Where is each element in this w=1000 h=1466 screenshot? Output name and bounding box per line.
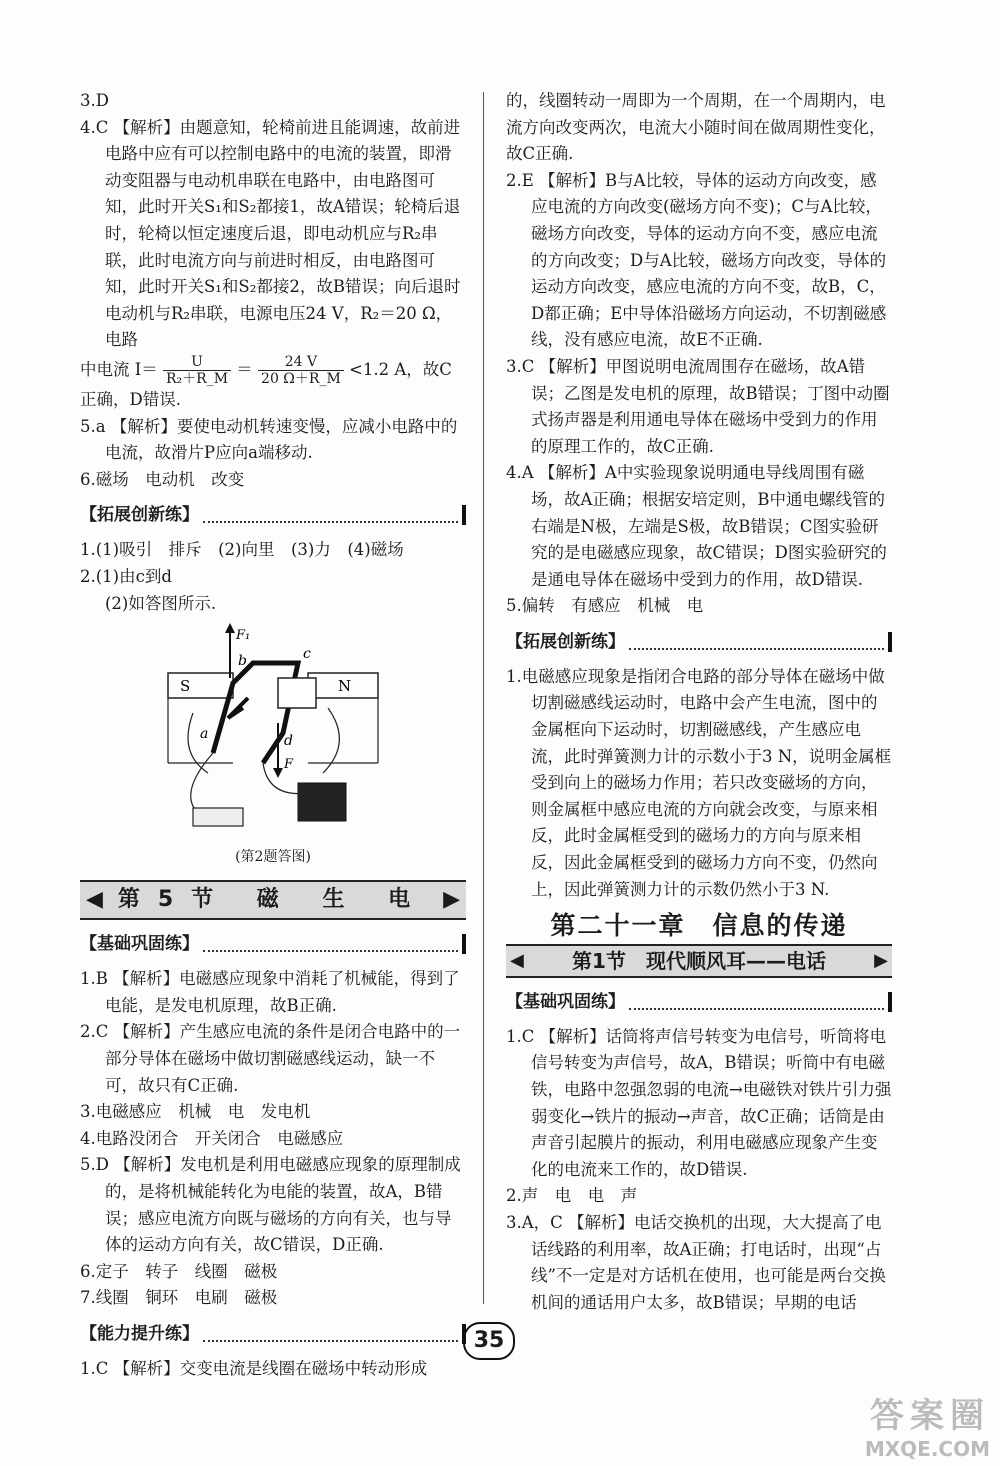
answer-item: (2)如答图所示.	[105, 593, 217, 613]
formula-prefix: 中电流 I＝	[80, 359, 158, 379]
answer-item: 5.a 【解析】要使电动机转速变慢，应减小电路中的电流，故滑片P应向a端移动.	[80, 416, 458, 463]
fraction-denominator: 20 Ω＋R_M	[261, 370, 341, 387]
chapter-title: 第二十一章 信息的传递	[550, 911, 848, 941]
column-divider	[483, 92, 484, 1304]
answer-item: 3.D	[80, 91, 109, 110]
watermark-url: MXQE.COM	[864, 1437, 990, 1461]
label-n: N	[338, 677, 352, 696]
answer-item: 1.(1)吸引 排斥 (2)向里 (3)力 (4)磁场	[80, 540, 404, 560]
answer-item: 5.偏转 有感应 机械 电	[506, 596, 704, 616]
section-header-basic	[80, 930, 466, 958]
section-header-extension	[80, 501, 466, 529]
answer-item: 4.A 【解析】A中实验现象说明通电导线周围有磁场，故A正确；根据安培定则，B中通电螺线管的右端是N极，左端是S极，故B错误；C图实验研究的是电磁感应现象，故C错误；D图实验研究的是通电导体在磁场中受到力的作用，故D错误.	[506, 463, 887, 589]
fraction-1	[163, 354, 231, 387]
fraction-denominator: R₂＋R_M	[166, 370, 229, 387]
left-triangle-icon: ◀	[510, 949, 524, 971]
section-header-label: 【基础巩固练】	[80, 933, 199, 954]
dotted-leader	[629, 634, 884, 650]
answer-item: 的，线圈转动一周即为一个周期，在一个周期内，电流方向改变两次，电流大小随时间在做周期性变化，故C正确.	[506, 91, 886, 164]
answer-item: 3.电磁感应 机械 电 发电机	[80, 1102, 311, 1122]
section-header-label: 【拓展创新练】	[80, 505, 199, 526]
fraction-numerator: U	[163, 354, 231, 371]
label-b: b	[238, 653, 247, 670]
right-triangle-icon: ▶	[874, 949, 888, 971]
right-triangle-icon: ▶	[443, 886, 460, 912]
answer-formula-line	[80, 354, 466, 414]
answer-item: 1.B 【解析】电磁感应现象中消耗了机械能，得到了电能，是发电机原理，故B正确.	[80, 969, 460, 1015]
answer-item: 1.C 【解析】交变电流是线圈在磁场中转动形成	[80, 1359, 428, 1378]
battery	[298, 783, 346, 821]
dotted-leader	[203, 507, 458, 523]
answer-item: 4.电路没闭合 开关闭合 电磁感应	[80, 1128, 344, 1148]
commutator	[278, 678, 316, 708]
dotted-leader	[203, 1326, 458, 1342]
answer-item: 3.A，C 【解析】电话交换机的出现，大大提高了电话线路的利用率，故A正确；打电话时，出现“占线”不一定是对方话机在使用，也可能是两台交换机间的通话用户太多，故B错误；早期的电话	[506, 1212, 886, 1312]
figure-caption: (第2题答图)	[235, 848, 311, 865]
answer-item: 2.C 【解析】产生感应电流的条件是闭合电路中的一部分导体在磁场中做切割磁感线运动，缺一不可，故只有C正确.	[80, 1022, 461, 1095]
answer-item: 2.声 电 电 声	[506, 1186, 638, 1206]
right-column	[506, 88, 892, 1316]
answer-item: 1.C 【解析】话筒将声信号转变为电信号，听筒将电信号转变为声信号，故A，B错误；听筒中有电磁铁，电路中忽强忽弱的电流→电磁铁对铁片引力强弱变化→铁片的振动→声音，故C正确；话筒是由声音引起膜片的振动，利用电磁感应现象产生变化的电流来工作的，故D错误.	[506, 1026, 892, 1179]
header-end-bar	[888, 992, 892, 1012]
switch	[193, 808, 243, 826]
formula-suffix: <1.2 A，故C正确，D错误.	[80, 359, 452, 409]
section-banner	[506, 944, 892, 978]
label-f2: F	[284, 757, 294, 773]
section-header-label: 【基础巩固练】	[506, 991, 625, 1012]
header-end-bar	[462, 505, 466, 525]
left-column	[80, 88, 466, 1383]
left-triangle-icon: ◀	[86, 886, 103, 912]
label-a: a	[200, 726, 209, 743]
header-end-bar	[888, 632, 892, 652]
answer-item: 3.C 【解析】甲图说明电流周围存在磁场，故A错误；乙图是发电机的原理，故B错误；丁图中动圈式扬声器是利用通电导体在磁场中受到力的作用的原理工作的，故C正确.	[506, 356, 890, 456]
section-header-basic	[506, 988, 892, 1016]
section-header-label: 【拓展创新练】	[506, 631, 625, 652]
fraction-numerator: 24 V	[258, 354, 344, 371]
section-banner	[80, 880, 466, 920]
label-f1: F₁	[236, 628, 251, 644]
dotted-leader	[203, 936, 458, 952]
label-s: S	[180, 677, 191, 696]
watermark-logo	[790, 1388, 990, 1461]
answer-item: 2.(1)由c到d	[80, 566, 172, 586]
page-number: 35	[463, 1322, 515, 1360]
equals-sign: ＝	[236, 359, 253, 379]
answer-item: 6.定子 转子 线圈 磁极	[80, 1261, 278, 1281]
circuit-figure	[80, 623, 466, 870]
answer-item: 7.线圈 铜环 电刷 磁极	[80, 1288, 278, 1308]
fraction-2	[258, 354, 344, 387]
answer-item: 6.磁场 电动机 改变	[80, 469, 245, 489]
answer-item: 2.E 【解析】B与A比较，导体的运动方向改变，感应电流的方向改变(磁场方向不变)；C与A比较，磁场方向改变，导体的运动方向不变，感应电流的方向改变；D与A比较，磁场方向改变，导体的运动方向改变，感应电流的方向不变，故B，C，D都正确；E中导体沿磁场方向运动，不切割磁感线，没有感应电流，故E不正确.	[506, 170, 887, 350]
coil-in-magnet-diagram	[138, 623, 408, 833]
section-header-label: 【能力提升练】	[80, 1323, 199, 1344]
dotted-leader	[629, 994, 884, 1010]
answer-item: 5.D 【解析】发电机是利用电磁感应现象的原理制成的，是将机械能转化为电能的装置，故A，B错误；感应电流方向既与磁场的方向有关，也与导体的运动方向有关，故C错误，D正确.	[80, 1155, 461, 1255]
section-title: 第1节 现代顺风耳——电话	[572, 948, 826, 973]
label-d: d	[284, 733, 293, 750]
answer-item: 1.电磁感应现象是指闭合电路的部分导体在磁场中做切割磁感线运动时，电路中会产生电流，图中的金属框向下运动时，切割磁感线，产生感应电流，此时弹簧测力计的示数小于3 N，说明金属框受到向上的磁场力作用；若只改变磁场的方向，则金属框中感应电流的方向就会改变，与原来相反，此时金属框受到的磁场力的方向与原来相反，因此金属框受到的磁场力方向不变，仍然向上，因此弹簧测力计的示数仍然小于3 N.	[506, 666, 892, 899]
section-header-ability	[80, 1320, 466, 1348]
header-end-bar	[462, 934, 466, 954]
section-title: 第5节 磁 生 电	[117, 886, 429, 912]
watermark-text: 答案圈	[870, 1396, 990, 1436]
answer-item: 4.C 【解析】由题意知，轮椅前进且能调速，故前进电路中应有可以控制电路中的电流的装置，即滑动变阻器与电动机串联在电路中，由电路图可知，此时开关S₁和S₂都接1，故A错误；轮椅后退时，轮椅以恒定速度后退，即电动机应与R₂串联，此时电流方向与前进时相反，由电路图可知，此时开关S₁和S₂都接2，故B错误；向后退时电动机与R₂串联，电源电压24 V，R₂＝20 Ω，电路	[80, 117, 461, 350]
label-c: c	[303, 646, 311, 663]
magnet-s	[168, 673, 233, 698]
section-header-extension	[506, 628, 892, 656]
